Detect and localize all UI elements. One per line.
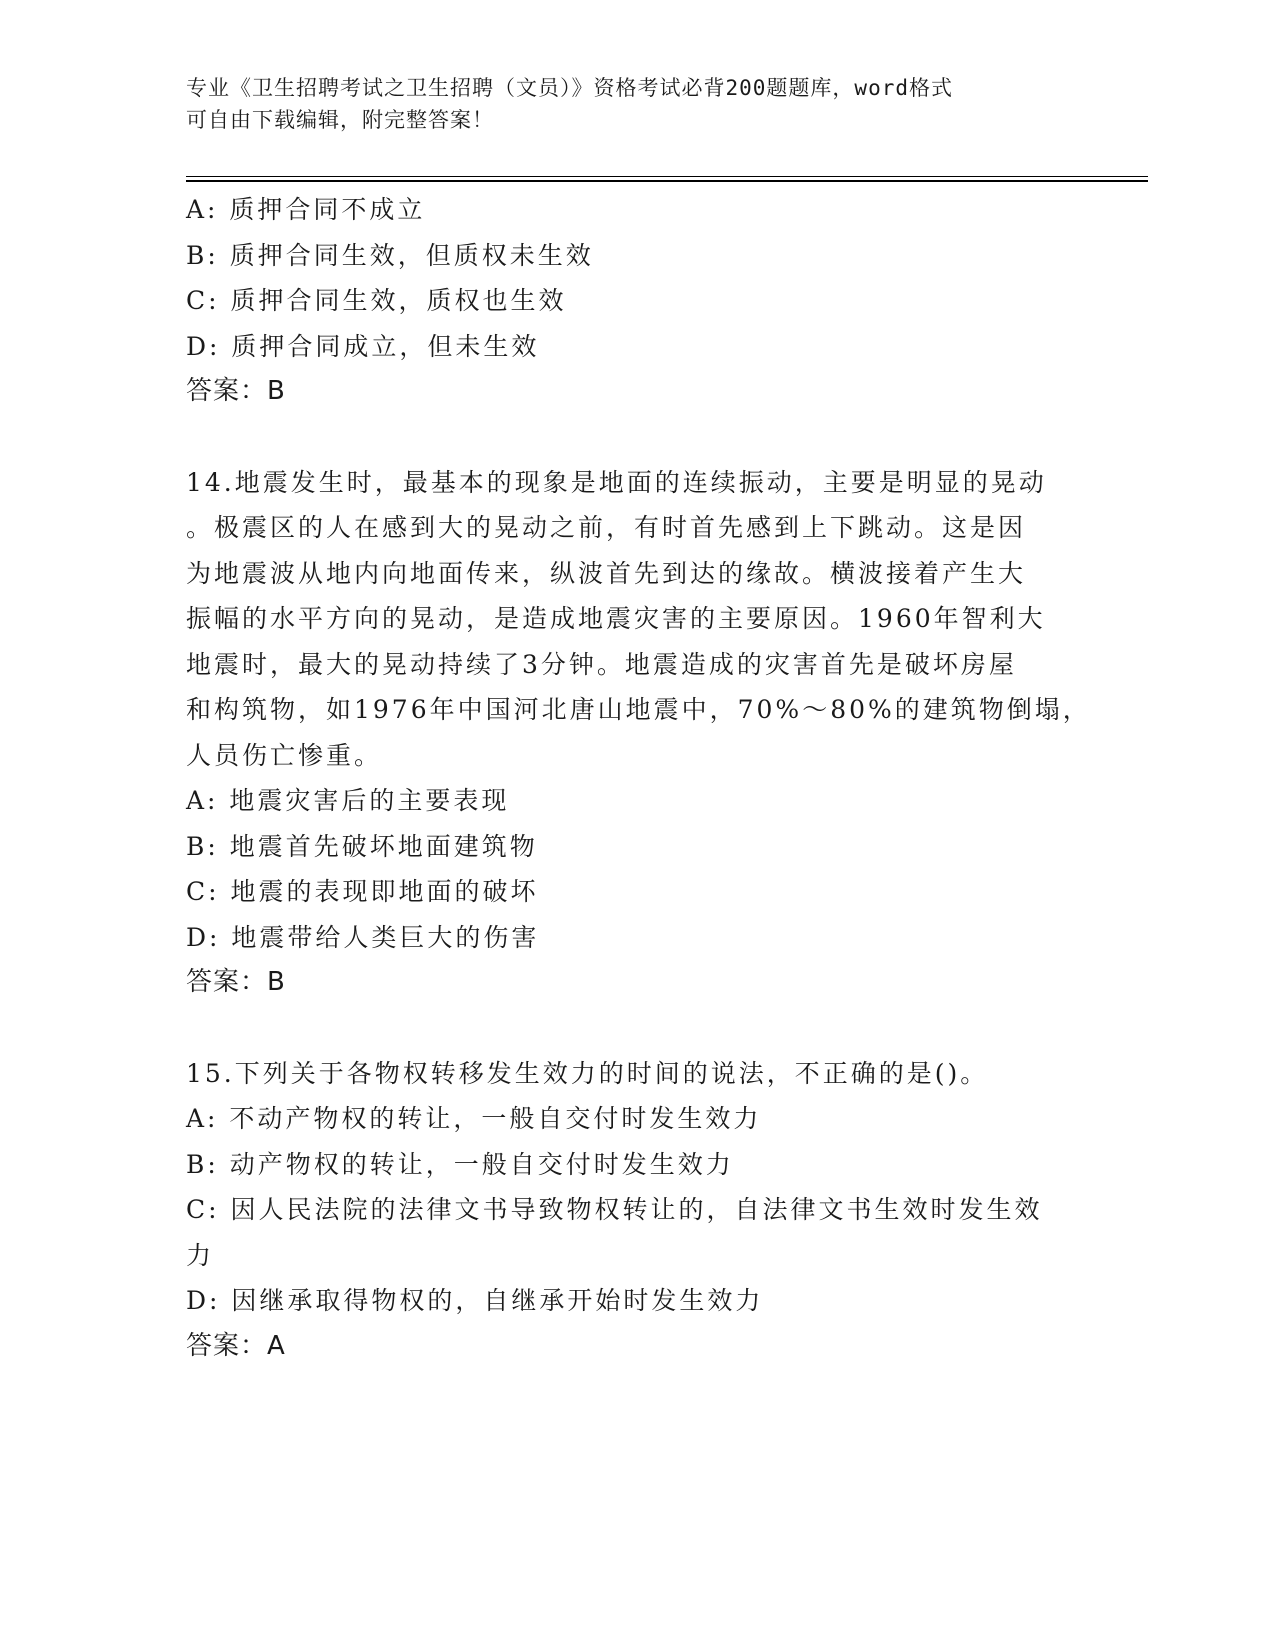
- option-c: C: 质押合同生效，质权也生效: [186, 286, 567, 315]
- question-stem-line: 振幅的水平方向的晃动，是造成地震灾害的主要原因。1960年智利大: [186, 604, 1046, 633]
- option-d: D: 因继承取得物权的，自继承开始时发生效力: [186, 1286, 764, 1315]
- header-title-line-1: 专业《卫生招聘考试之卫生招聘（文员）》资格考试必背200题题库，word格式: [186, 76, 953, 100]
- answer: 答案：B: [186, 967, 286, 997]
- question-stem-line: 人员伤亡惨重。: [186, 740, 383, 770]
- question-stem-line: 14.地震发生时，最基本的现象是地面的连续振动，主要是明显的晃动: [186, 467, 1047, 497]
- option-c: C: 因人民法院的法律文书导致物权转让的，自法律文书生效时发生效: [186, 1195, 1043, 1224]
- option-b: B: 地震首先破坏地面建筑物: [186, 831, 538, 861]
- question-15: [186, 1051, 1066, 1370]
- header-divider: [186, 176, 1148, 182]
- question-stem-line: 地震时，最大的晃动持续了3分钟。地震造成的灾害首先是破坏房屋: [186, 649, 1017, 679]
- option-a: A: 质押合同不成立: [186, 195, 426, 224]
- question-14: [186, 460, 1091, 1006]
- question-stem-line: 和构筑物，如1976年中国河北唐山地震中，70%～80%的建筑物倒塌，: [186, 695, 1091, 724]
- answer: 答案：B: [186, 376, 286, 406]
- question-13-continued: [186, 187, 1066, 415]
- option-c-continued: 力: [186, 1240, 215, 1270]
- option-b: B: 动产物权的转让，一般自交付时发生效力: [186, 1149, 734, 1179]
- option-d: D: 地震带给人类巨大的伤害: [186, 922, 540, 952]
- option-a: A: 地震灾害后的主要表现: [186, 786, 510, 815]
- question-stem-line: 为地震波从地内向地面传来，纵波首先到达的缘故。横波接着产生大: [186, 558, 1027, 588]
- option-c: C: 地震的表现即地面的破坏: [186, 877, 539, 906]
- document-body: [186, 187, 1091, 1369]
- question-stem-line: 。极震区的人在感到大的晃动之前，有时首先感到上下跳动。这是因: [186, 513, 1027, 542]
- header-title-line-2: 可自由下载编辑，附完整答案！: [186, 108, 494, 132]
- answer: 答案：A: [186, 1330, 286, 1361]
- spacer: [186, 1006, 1066, 1051]
- option-b: B: 质押合同生效，但质权未生效: [186, 240, 594, 270]
- option-d: D: 质押合同成立，但未生效: [186, 331, 540, 361]
- question-stem: 15.下列关于各物权转移发生效力的时间的说法，不正确的是()。: [186, 1058, 989, 1088]
- page-header: [186, 72, 1066, 136]
- spacer: [186, 415, 1066, 460]
- option-a: A: 不动产物权的转让，一般自交付时发生效力: [186, 1104, 762, 1133]
